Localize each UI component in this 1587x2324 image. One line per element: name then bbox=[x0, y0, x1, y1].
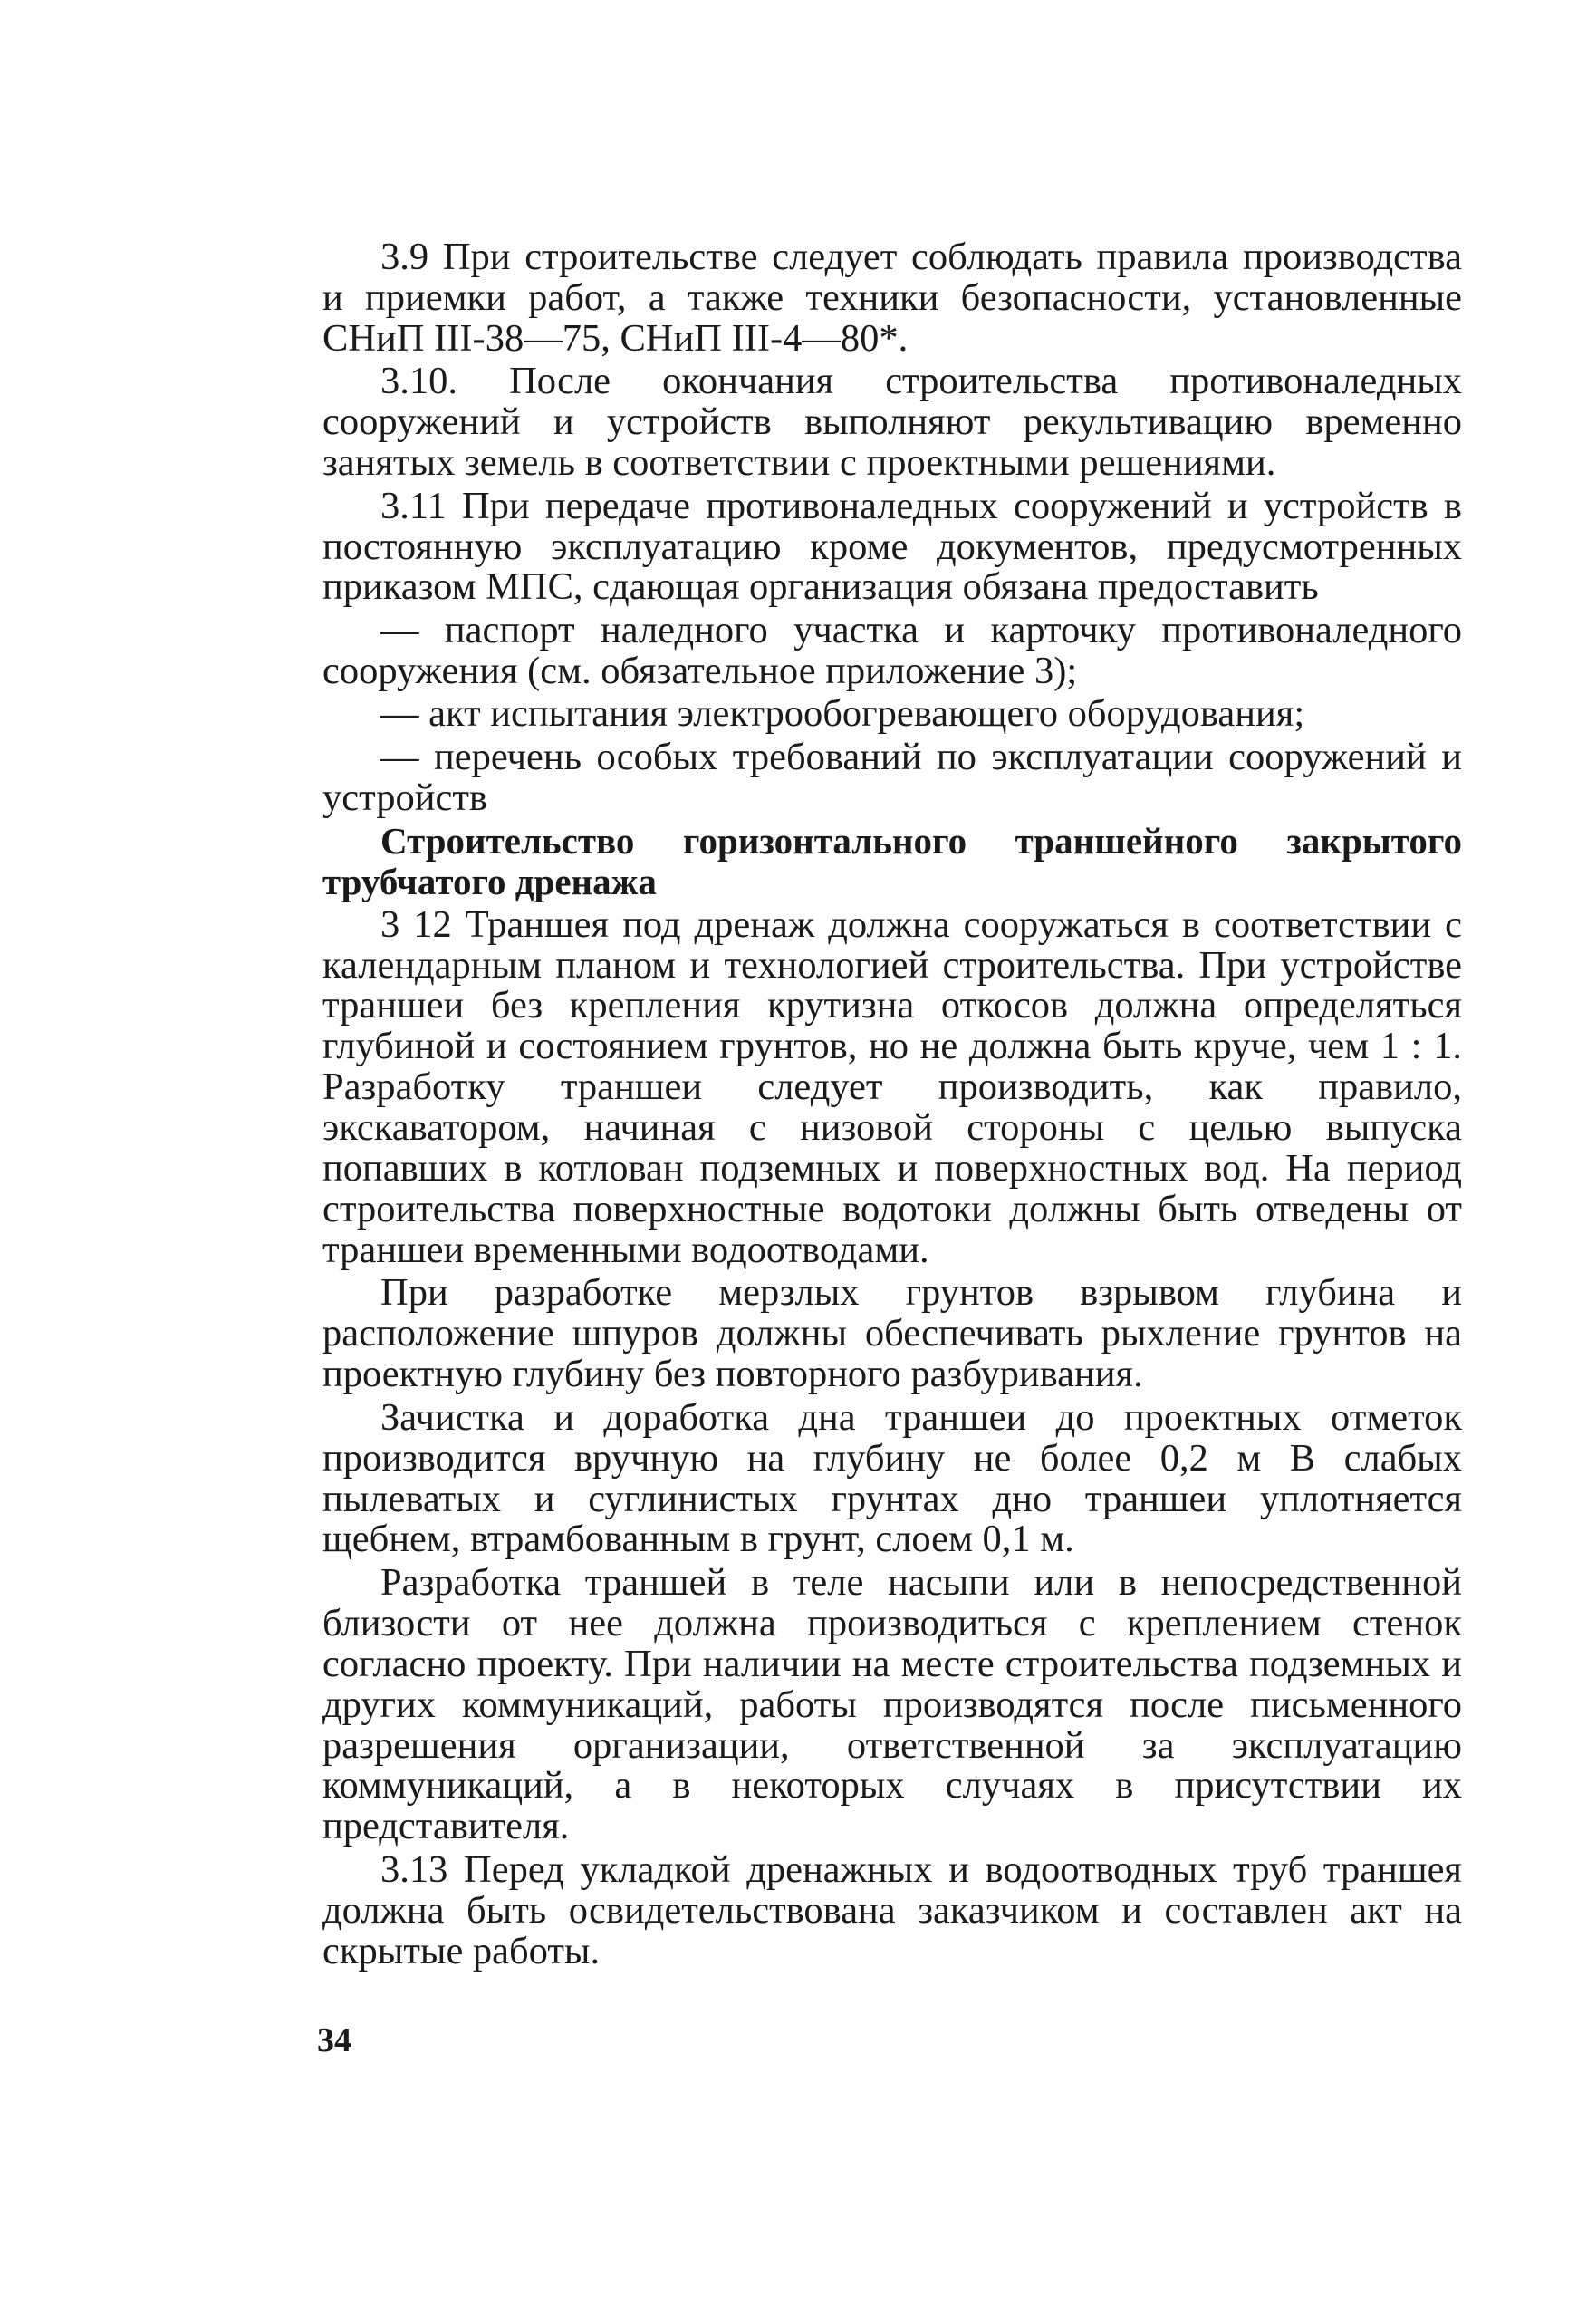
document-page-body bbox=[322, 237, 1462, 1974]
page-number: 34 bbox=[317, 2021, 351, 2059]
list-item-passport: — паспорт наледного участка и карточку противоналедного сооружения (см. обязательное приложение 3); bbox=[322, 608, 1462, 692]
section-heading-drainage: Строительство горизонтального траншейного закрытого трубчатого дренажа bbox=[322, 820, 1462, 903]
paragraph-3-10: 3.10. После окончания строительства противоналедных сооружений и устройств выполняют рекультивацию временно занятых земель в соответствии с проектными решениями. bbox=[322, 360, 1462, 485]
list-item-requirements: — перечень особых требований по эксплуатации сооружений и устройств bbox=[322, 735, 1462, 819]
paragraph-3-12: 3 12 Траншея под дренаж должна сооружаться в соответствии с календарным планом и технологией строительства. При устройстве траншеи без крепления крутизна откосов должна определяться глубиной и состоянием грунтов, но не должна быть круче, чем 1 : 1. Разработку траншеи следует производить, как правило, экскаватором, начиная с низовой стороны с целью выпуска попавших в котлован подземных и поверхностных вод. На период строительства поверхностные водотоки должны быть отведены от траншеи временными водоотводами. bbox=[322, 902, 1462, 1271]
paragraph-trench-cleaning: Зачистка и доработка дна траншеи до проектных отметок производится вручную на глубину не более 0,2 м В слабых пылеватых и суглинистых грунтах дно траншеи уплотняется щебнем, втрамбованным в грунт, слоем 0,1 м. bbox=[322, 1395, 1462, 1561]
list-item-test-act: — акт испытания электрообогревающего оборудования; bbox=[380, 692, 1305, 736]
paragraph-frozen-soils: При разработке мерзлых грунтов взрывом глубина и расположение шпуров должны обеспечивать рыхление грунтов на проектную глубину без повторного разбуривания. bbox=[322, 1271, 1462, 1396]
paragraph-embankment-trench: Разработка траншей в теле насыпи или в непосредственной близости от нее должна производиться с креплением стенок согласно проекту. При наличии на месте строительства подземных и других коммуникаций, работы производятся после письменного разрешения организации, ответственной за эксплуатацию коммуникаций, а в некоторых случаях в присутствии их представителя. bbox=[322, 1560, 1462, 1848]
paragraph-3-13: 3.13 Перед укладкой дренажных и водоотводных труб траншея должна быть освидетельствована заказчиком и составлен акт на скрытые работы. bbox=[322, 1847, 1462, 1972]
paragraph-3-9: 3.9 При строительстве следует соблюдать правила производства и приемки работ, а также техники безопасности, установленные СНиП III-38—75, СНиП III-4—80*. bbox=[322, 236, 1462, 360]
paragraph-3-11: 3.11 При передаче противоналедных сооружений и устройств в постоянную эксплуатацию кроме документов, предусмотренных приказом МПС, сдающая организация обязана предоставить bbox=[322, 484, 1462, 609]
